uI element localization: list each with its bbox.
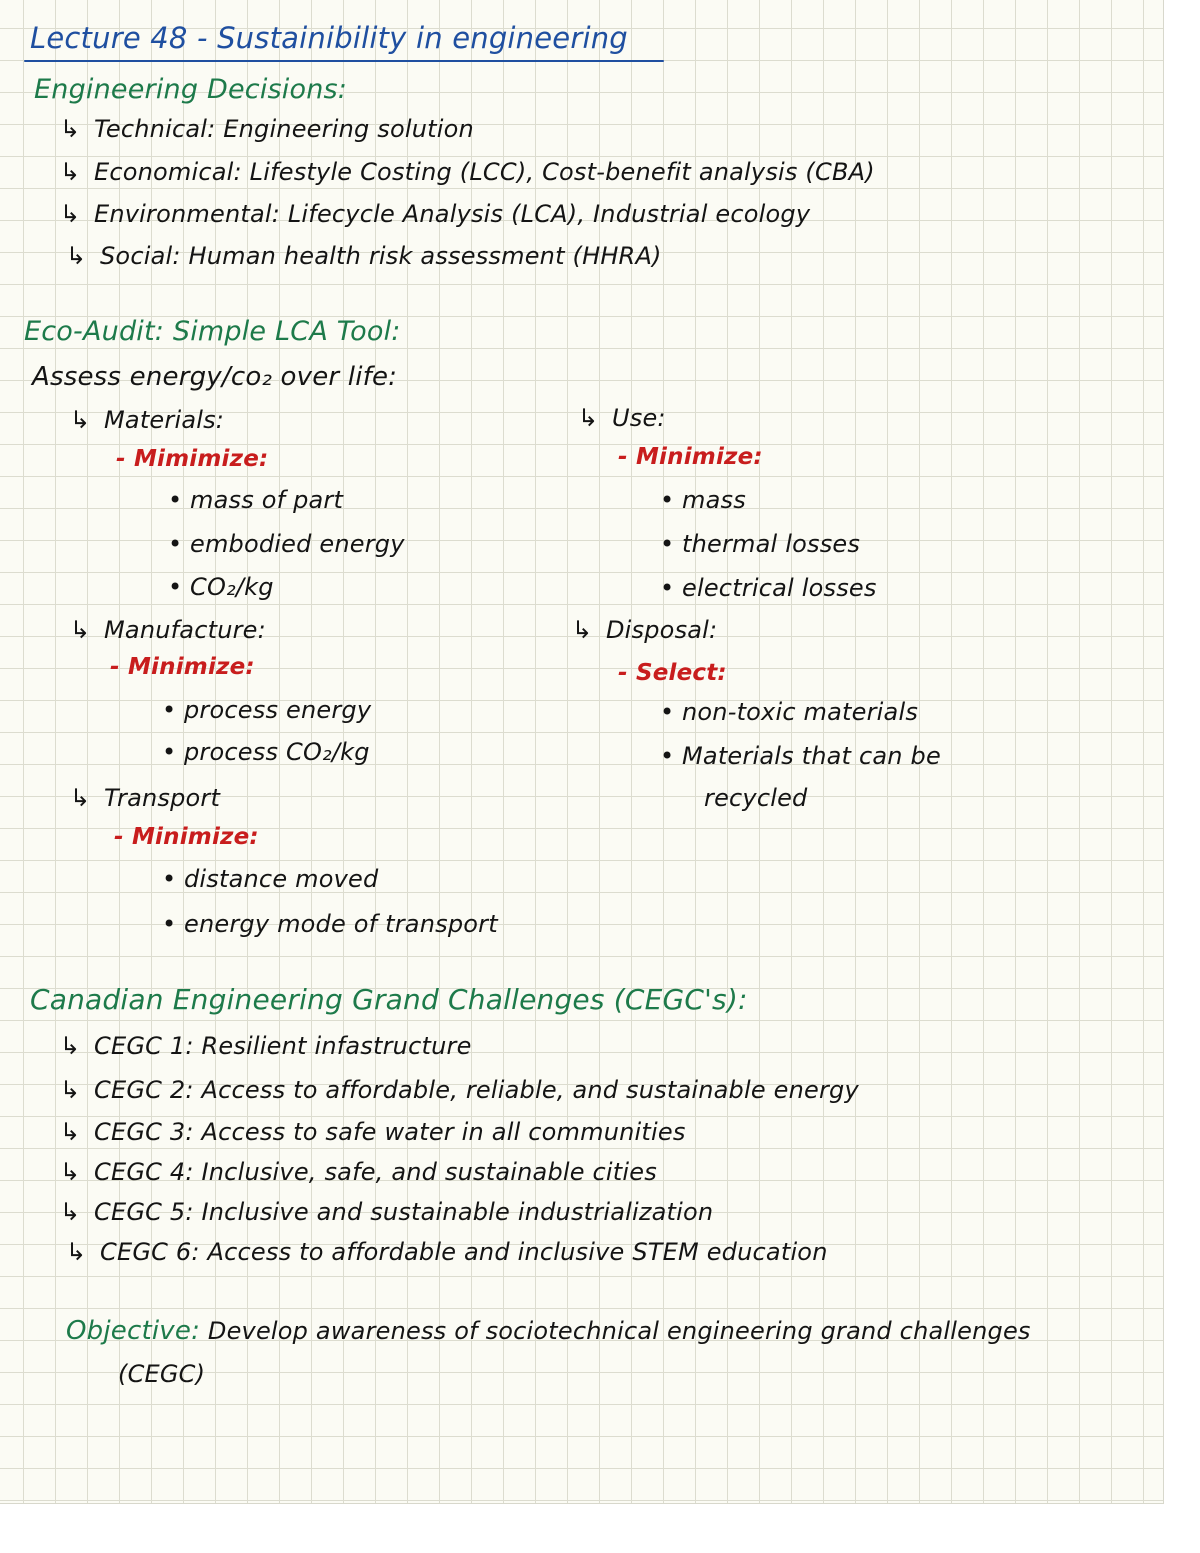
transport-label bbox=[70, 786, 220, 810]
cegc-item bbox=[60, 1120, 686, 1144]
transport-action: - Minimize: bbox=[114, 824, 259, 850]
manufacture-item bbox=[162, 740, 370, 764]
materials-action: - Mimimize: bbox=[116, 446, 269, 472]
bullet-text: Materials that can be bbox=[682, 742, 941, 770]
bullet-icon: • bbox=[162, 696, 177, 724]
cegc-text: CEGC 6: Access to affordable and inclusive STEM education bbox=[100, 1238, 828, 1266]
arrow-icon: ↳ bbox=[60, 1076, 81, 1104]
manufacture-label bbox=[70, 618, 266, 642]
bullet-text: embodied energy bbox=[190, 530, 405, 558]
bullet-text: mass of part bbox=[190, 486, 344, 514]
cegc-item bbox=[60, 1200, 713, 1224]
cegc-text: CEGC 1: Resilient infastructure bbox=[94, 1032, 472, 1060]
use-item bbox=[660, 576, 877, 600]
bullet-icon: • bbox=[162, 865, 177, 893]
cegc-item bbox=[60, 1034, 472, 1058]
bullet-text: energy mode of transport bbox=[184, 910, 498, 938]
bullet-text: thermal losses bbox=[682, 530, 861, 558]
cegc-item bbox=[60, 1078, 859, 1102]
materials-item bbox=[168, 488, 343, 512]
arrow-icon: ↳ bbox=[60, 1158, 81, 1186]
bullet-icon: • bbox=[660, 742, 675, 770]
bullet-icon: • bbox=[168, 573, 183, 601]
cegc-text: CEGC 5: Inclusive and sustainable industrialization bbox=[94, 1198, 714, 1226]
decision-text: Technical: Engineering solution bbox=[94, 115, 474, 143]
objective-label: Objective: bbox=[66, 1316, 201, 1346]
stage-label: Transport bbox=[104, 784, 221, 812]
arrow-icon: ↳ bbox=[70, 406, 91, 434]
decision-item bbox=[60, 117, 474, 141]
cegc-item bbox=[66, 1240, 828, 1264]
use-label bbox=[578, 406, 666, 430]
decision-text: Social: Human health risk assessment (HHRA) bbox=[100, 242, 662, 270]
use-item bbox=[660, 488, 746, 512]
bullet-text: mass bbox=[682, 486, 746, 514]
decision-item bbox=[60, 202, 810, 226]
transport-item bbox=[162, 912, 498, 936]
arrow-icon: ↳ bbox=[60, 1118, 81, 1146]
bullet-text: process energy bbox=[184, 696, 372, 724]
decision-item bbox=[60, 160, 875, 184]
arrow-icon: ↳ bbox=[60, 1032, 81, 1060]
arrow-icon: ↳ bbox=[60, 115, 81, 143]
materials-label bbox=[70, 408, 224, 432]
arrow-icon: ↳ bbox=[70, 784, 91, 812]
bullet-text: non-toxic materials bbox=[682, 698, 919, 726]
manufacture-action: - Minimize: bbox=[110, 654, 255, 680]
cegc-text: CEGC 4: Inclusive, safe, and sustainable cities bbox=[94, 1158, 657, 1186]
lecture-title: Lecture 48 - Sustainibility in engineering bbox=[30, 21, 628, 55]
transport-item bbox=[162, 867, 378, 891]
bullet-icon: • bbox=[162, 738, 177, 766]
materials-item bbox=[168, 575, 274, 599]
arrow-icon: ↳ bbox=[60, 200, 81, 228]
bullet-text: process CO₂/kg bbox=[184, 738, 370, 766]
bullet-icon: • bbox=[162, 910, 177, 938]
stage-label: Manufacture: bbox=[104, 616, 266, 644]
stage-label: Use: bbox=[612, 404, 666, 432]
bullet-icon: • bbox=[660, 574, 675, 602]
bullet-icon: • bbox=[168, 530, 183, 558]
arrow-icon: ↳ bbox=[60, 1198, 81, 1226]
materials-item bbox=[168, 532, 405, 556]
decision-text: Environmental: Lifecycle Analysis (LCA), Industrial ecology bbox=[94, 200, 811, 228]
bullet-icon: • bbox=[660, 486, 675, 514]
disposal-action: - Select: bbox=[618, 660, 727, 686]
manufacture-item bbox=[162, 698, 371, 722]
bullet-text: electrical losses bbox=[682, 574, 877, 602]
objective-line bbox=[66, 1318, 1031, 1344]
use-item bbox=[660, 532, 860, 556]
use-action: - Minimize: bbox=[618, 444, 763, 470]
arrow-icon: ↳ bbox=[572, 616, 593, 644]
bullet-text: CO₂/kg bbox=[190, 573, 274, 601]
bullet-icon: • bbox=[660, 530, 675, 558]
stage-label: Disposal: bbox=[606, 616, 718, 644]
disposal-item bbox=[660, 744, 941, 768]
arrow-icon: ↳ bbox=[66, 242, 87, 270]
cegc-text: CEGC 2: Access to affordable, reliable, and sustainable energy bbox=[94, 1076, 859, 1104]
arrow-icon: ↳ bbox=[578, 404, 599, 432]
disposal-item-continued: recycled bbox=[704, 784, 808, 812]
decision-text: Economical: Lifestyle Costing (LCC), Cost-benefit analysis (CBA) bbox=[94, 158, 875, 186]
title-underline bbox=[24, 60, 664, 62]
eco-audit-intro: Assess energy/co₂ over life: bbox=[32, 362, 398, 392]
disposal-label bbox=[572, 618, 717, 642]
objective-continued: (CEGC) bbox=[118, 1360, 206, 1388]
cegc-heading: Canadian Engineering Grand Challenges (CEGC's): bbox=[30, 983, 748, 1016]
bullet-icon: • bbox=[168, 486, 183, 514]
cegc-item bbox=[60, 1160, 657, 1184]
arrow-icon: ↳ bbox=[66, 1238, 87, 1266]
arrow-icon: ↳ bbox=[60, 158, 81, 186]
arrow-icon: ↳ bbox=[70, 616, 91, 644]
objective-text: Develop awareness of sociotechnical engineering grand challenges bbox=[207, 1317, 1031, 1345]
stage-label: Materials: bbox=[104, 406, 225, 434]
disposal-item bbox=[660, 700, 918, 724]
cegc-text: CEGC 3: Access to safe water in all communities bbox=[94, 1118, 686, 1146]
eco-audit-heading: Eco-Audit: Simple LCA Tool: bbox=[24, 316, 401, 347]
engineering-decisions-heading: Engineering Decisions: bbox=[34, 74, 348, 105]
bullet-text: distance moved bbox=[184, 865, 379, 893]
decision-item bbox=[66, 244, 662, 268]
bullet-icon: • bbox=[660, 698, 675, 726]
